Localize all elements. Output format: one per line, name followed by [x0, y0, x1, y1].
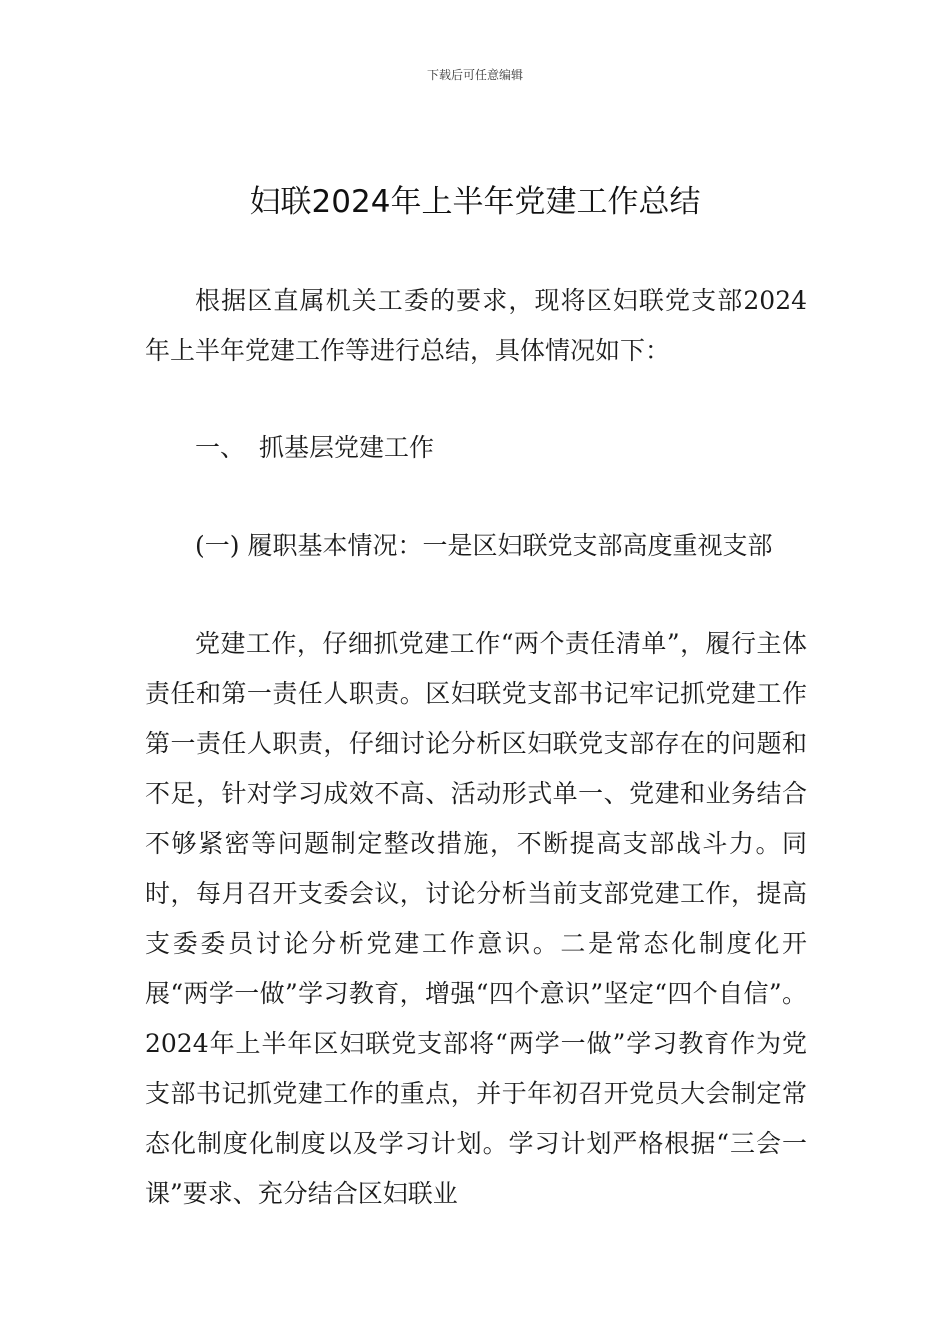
- intro-paragraph: 根据区直属机关工委的要求，现将区妇联党支部2024年上半年党建工作等进行总结，具体情况如下：: [145, 286, 807, 365]
- subsection-heading: (一) 履职基本情况：一是区妇联党支部高度重视支部: [195, 531, 773, 560]
- body-paragraph: 党建工作，仔细抓党建工作“两个责任清单”，履行主体责任和第一责任人职责。区妇联党支部书记牢记抓党建工作第一责任人职责，仔细讨论分析区妇联党支部存在的问题和不足，针对学习成效不高、活动形式单一、党建和业务结合不够紧密等问题制定整改措施，不断提高支部战斗力。同时，每月召开支委会议，讨论分析当前支部党建工作，提高支委委员讨论分析党建工作意识。二是常态化制度化开展“两学一做”学习教育，增强“四个意识”坚定“四个自信”。2024年上半年区妇联党支部将“两学一做”学习教育作为党支部书记抓党建工作的重点，并于年初召开党员大会制定常态化制度化制度以及学习计划。学习计划严格根据“三会一课”要求、充分结合区妇联业: [145, 629, 807, 1208]
- section-number: 一、: [195, 433, 246, 462]
- header-note: 下载后可任意编辑: [426, 68, 523, 82]
- section-heading-text: 抓基层党建工作: [259, 433, 435, 462]
- section-heading: [195, 423, 795, 473]
- document-title: 妇联2024年上半年党建工作总结: [249, 184, 701, 220]
